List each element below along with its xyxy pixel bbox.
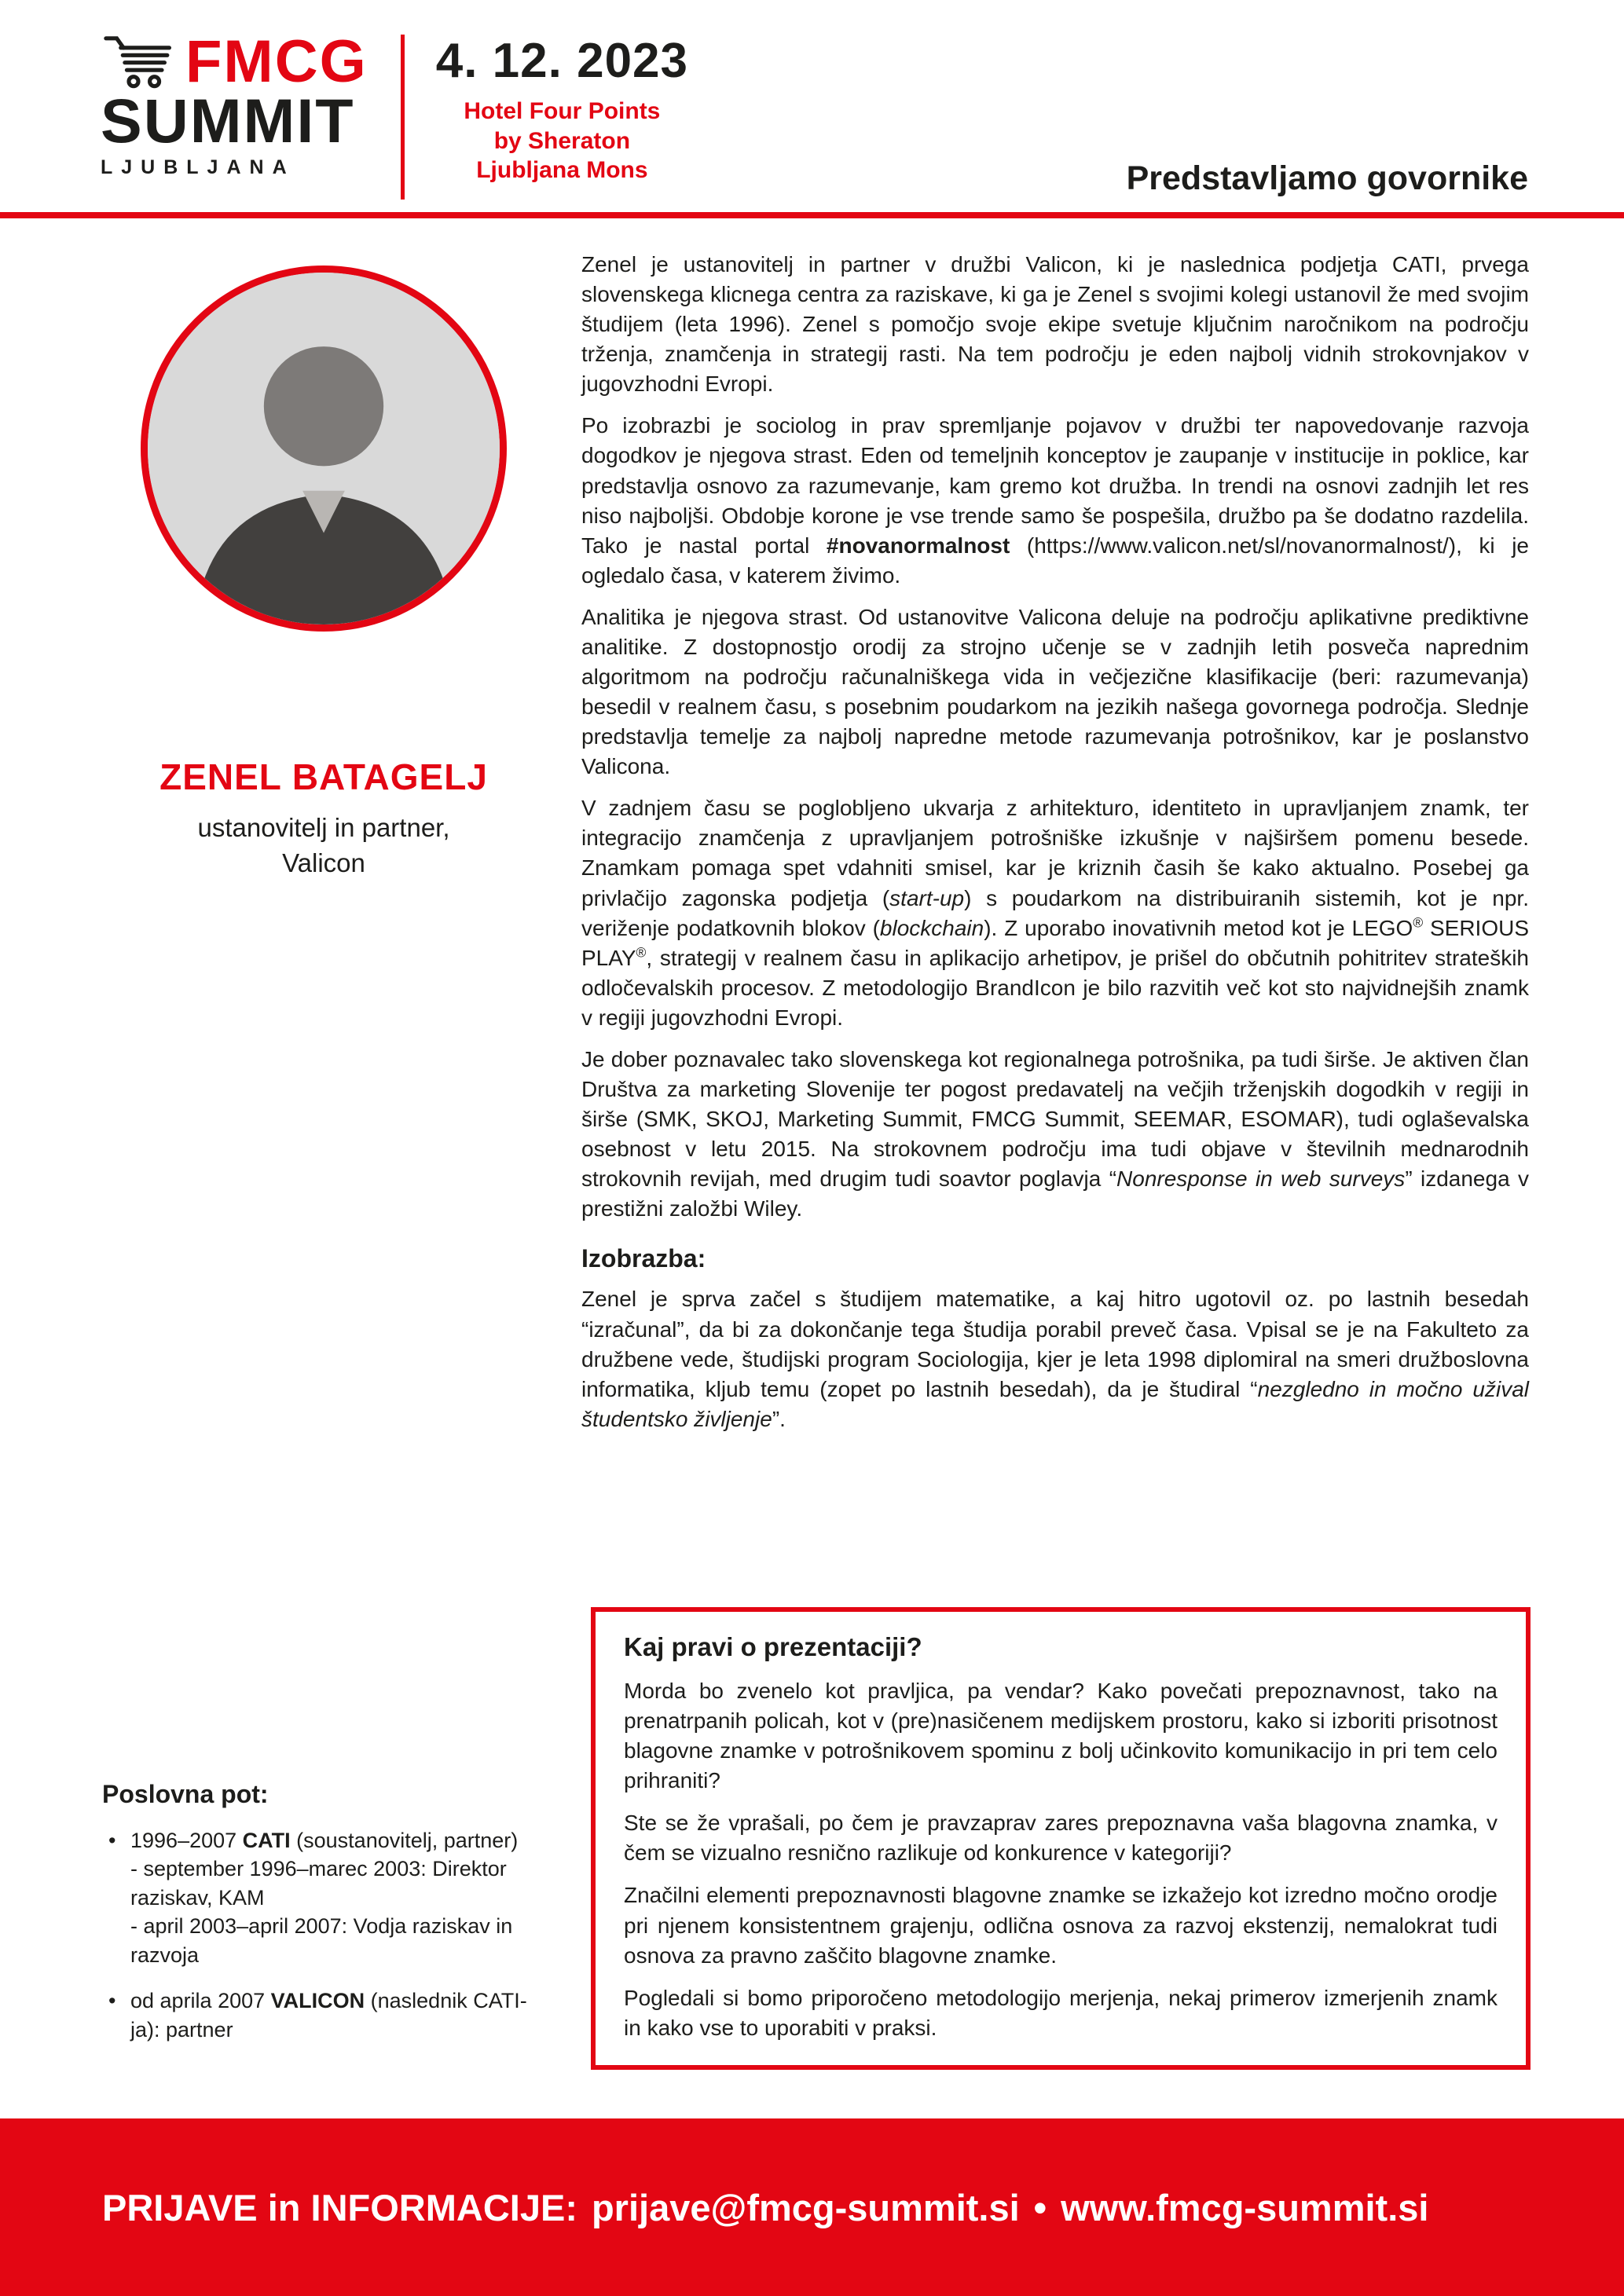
career-section [102,1780,556,2061]
footer-label: PRIJAVE in INFORMACIJE: [102,2186,577,2228]
text-segment: ® [636,944,647,961]
fmcg-summit-logo [101,28,368,200]
venue-line: by Sheraton [493,127,631,154]
paragraph [581,1045,1529,1224]
text-segment: start-up [889,885,965,910]
text-segment: blockchain [879,915,984,940]
text-segment: Analitika je njegova strast. Od ustanovitve Valicona deluje na področju aplikativne prediktivne analitike. Z dostopnostjo orodij za strojno učenje se v zadnjih letih posveča naprednim algoritmom na področju računalniškega vida in večjezične klasifikacije (beri: razumevanja) besedil v realnem času, s posebnim poudarkom na jezikih našega govornega področja. Slednje predstavlja temelje za najbolj napredne metode razumevanja potrošnikov, kar je poslanstvo Valicona. [581,604,1529,779]
header-vertical-divider [401,35,405,200]
text-segment: od aprila 2007 [130,1989,271,2013]
speaker-role-line: Valicon [282,848,365,877]
speaker-role-line: ustanovitelj in partner, [197,813,450,842]
career-heading: Poslovna pot: [102,1780,269,1808]
text-segment: Zenel je ustanovitelj in partner v družbi Valicon, ki je naslednica podjetja CATI, prvega slovenskega klicnega centra za raziskave, ki ga je Zenel s svojimi kolegi ustanovil že med svojim študijem (leta 1996). Zenel s pomočjo svoje ekipe svetuje ključnim naročnikom na področju trženja, znamčenja in strategij rasti. Na tem področju je eden najbolj vidnih strokovnjakov v jugovzhodni Evropi. [581,252,1529,397]
career-item [102,1987,556,2044]
text-segment: Ste se že vprašali, po čem je pravzaprav zares prepoznavna vaša blagovna znamka, v čem se vizualno resnično razlikuje od konkurence v kategoriji? [624,1811,1498,1866]
text-segment: ”. [772,1406,786,1431]
career-line [130,1826,556,1855]
career-line [130,1912,556,1969]
bio-section [581,250,1529,1446]
logo-summit-text: SUMMIT [101,86,355,156]
text-segment: #novanormalnost [826,533,1010,558]
career-item [102,1826,556,1969]
text-segment: ® [1413,914,1424,931]
person-silhouette [148,273,500,624]
logo-city-text: LJUBLJANA [101,156,295,178]
text-segment: CATI [242,1829,291,1852]
speaker-photo [141,265,507,632]
text-segment: SERIOUS PLAY [581,915,1529,970]
education-heading: Izobrazba: [581,1244,706,1273]
text-segment: , strategij v realnem času in aplikacijo arhetipov, je prišel do občutnih pohitritev strateških odločevalskih procesov. Z metodologijo BrandIcon je bilo razvitih več kot sto najvidnejših znamk v regiji jugovzhodni Evropi. [581,945,1529,1030]
logo-row [101,28,368,96]
career-line [130,1987,556,2044]
venue-line: Hotel Four Points [464,98,661,124]
career-line [130,1855,556,1912]
text-segment: Nonresponse in web surveys [1116,1166,1406,1192]
education-paragraphs [581,1284,1529,1434]
paragraph [581,793,1529,1033]
bio-paragraphs [581,250,1529,1224]
text-segment: ). Z uporabo inovativnih metod kot je LEGO [984,915,1413,940]
paragraph [581,250,1529,399]
paragraph [581,602,1529,782]
text-segment: Značilni elementi prepoznavnosti blagovne znamke se izkažejo kot izredno močno orodje pri njenem konsistentnem grajenju, odlična osnova za razvoj ekstenzij, nemalokrat tudi osnova za pravno zaščito blagovne znamke. [624,1883,1498,1968]
footer [0,2118,1624,2296]
presentation-box [591,1607,1531,2070]
speaker-role [93,811,555,881]
text-segment: 1996–2007 [130,1829,243,1852]
text-segment: ” izdanega v prestižni založbi Wiley. [581,1166,1530,1221]
event-date-block [436,33,688,200]
text-segment: nezgledno in močno užival študentsko življenje [581,1376,1530,1431]
text-segment: ) s poudarkom na distribuiranih sistemih, kot je npr. veriženje podatkovnih blokov ( [581,885,1529,940]
career-list [102,1826,556,2044]
paragraph [581,1284,1529,1434]
page-title: Predstavljamo govornike [1126,159,1528,197]
header-rule [0,212,1624,218]
paragraph [624,1983,1498,2043]
text-segment: Je dober poznavalec tako slovenskega kot regionalnega potrošnika, pa tudi širše. Je aktiven član Društva za marketing Slovenije ter pogost predavatelj na večjih trženjskih dogodkih v regiji in širše (SMK, SKOJ, Marketing Summit, FMCG Summit, SEEMAR, ESOMAR), tudi oglaševalska osebnost v letu 2015. Na strokovnem področju ima tudi objave v številnih mednarodnih strokovnih revijah, med drugim tudi soavtor poglavja “ [581,1046,1529,1192]
text-segment: Morda bo zvenelo kot pravljica, pa vendar? Kako povečati prepoznavnost, tako na prenatrpanih policah, kot v (pre)nasičenem medijskem prostoru, kako si izboriti prisotnost blagovne znamke v potrošnikovem spominu z bolj učinkovito komunikacijo in pri tem celo prihraniti? [624,1679,1498,1793]
speaker-name: ZENEL BATAGELJ [159,756,488,797]
presentation-box-heading: Kaj pravi o prezentaciji? [624,1632,922,1661]
event-venue [436,97,688,185]
footer-email-link[interactable]: prijave@fmcg-summit.si [591,2186,1020,2228]
logo-fmcg-text: FMCG [185,28,368,96]
text-segment: (naslednik CATI-ja): partner [130,1989,527,2041]
speaker-sidebar [93,265,555,881]
text-segment: V zadnjem času se poglobljeno ukvarja z arhitekturo, identiteto in upravljanjem znamk, ter integracijo znamčenja z upravljanjem potrošniške izkušnje v najširšem pomenu besede. Znamkam pomaga spet vdahniti smisel, kar je kriznih časih še kako aktualno. Posebej ga privlačijo zagonska podjetja ( [581,796,1529,910]
text-segment: - september 1996–marec 2003: Direktor raziskav, KAM [130,1857,507,1910]
text-segment: VALICON [270,1989,365,2013]
paragraph [581,411,1529,590]
presentation-box-paragraphs [624,1676,1498,2043]
paragraph [624,1808,1498,1868]
shopping-cart-icon [101,33,176,90]
text-segment: Po izobrazbi je sociolog in prav spremljanje pojavov v družbi ter napovedovanje razvoja dogodkov je njegova strast. Eden od temeljnih konceptov je zaupanje v institucije in poklice, kar predstavlja osnovo za razumevanje, kam gremo kot družba. In trendi na osnovi zadnjih let res niso najboljši. Obdobje korone je vse trende samo še pospešila, družbo pa še dodatno razdelila. Tako je nastal portal [581,413,1529,558]
paragraph [624,1880,1498,1970]
header [101,28,1528,200]
venue-line: Ljubljana Mons [476,157,648,183]
footer-url-link[interactable]: www.fmcg-summit.si [1061,2186,1429,2228]
text-segment: - april 2003–april 2007: Vodja raziskav in razvoja [130,1914,513,1967]
text-segment: (https://www.valicon.net/sl/novanormalnost/), ki je ogledalo časa, v katerem živimo. [581,533,1529,588]
text-segment: Zenel je sprva začel s študijem matematike, a kaj hitro ugotovil oz. po lastnih besedah “izračunal”, da bi za dokončanje tega študija porabil preveč časa. Vpisal se je na Fakulteto za družbene vede, študijski program Sociologija, kjer je leta 1998 diplomiral na smeri družboslovna informatika, kljub temu (zopet po lastnih besedah), da je študiral “ [581,1287,1529,1401]
paragraph [624,1676,1498,1796]
footer-separator: • [1033,2186,1047,2228]
text-segment: Pogledali si bomo priporočeno metodologijo merjenja, nekaj primerov izmerjenih znamk in kako vse to uporabiti v praksi. [624,1985,1498,2040]
text-segment: (soustanovitelj, partner) [290,1829,519,1852]
event-date: 4. 12. 2023 [435,34,689,88]
